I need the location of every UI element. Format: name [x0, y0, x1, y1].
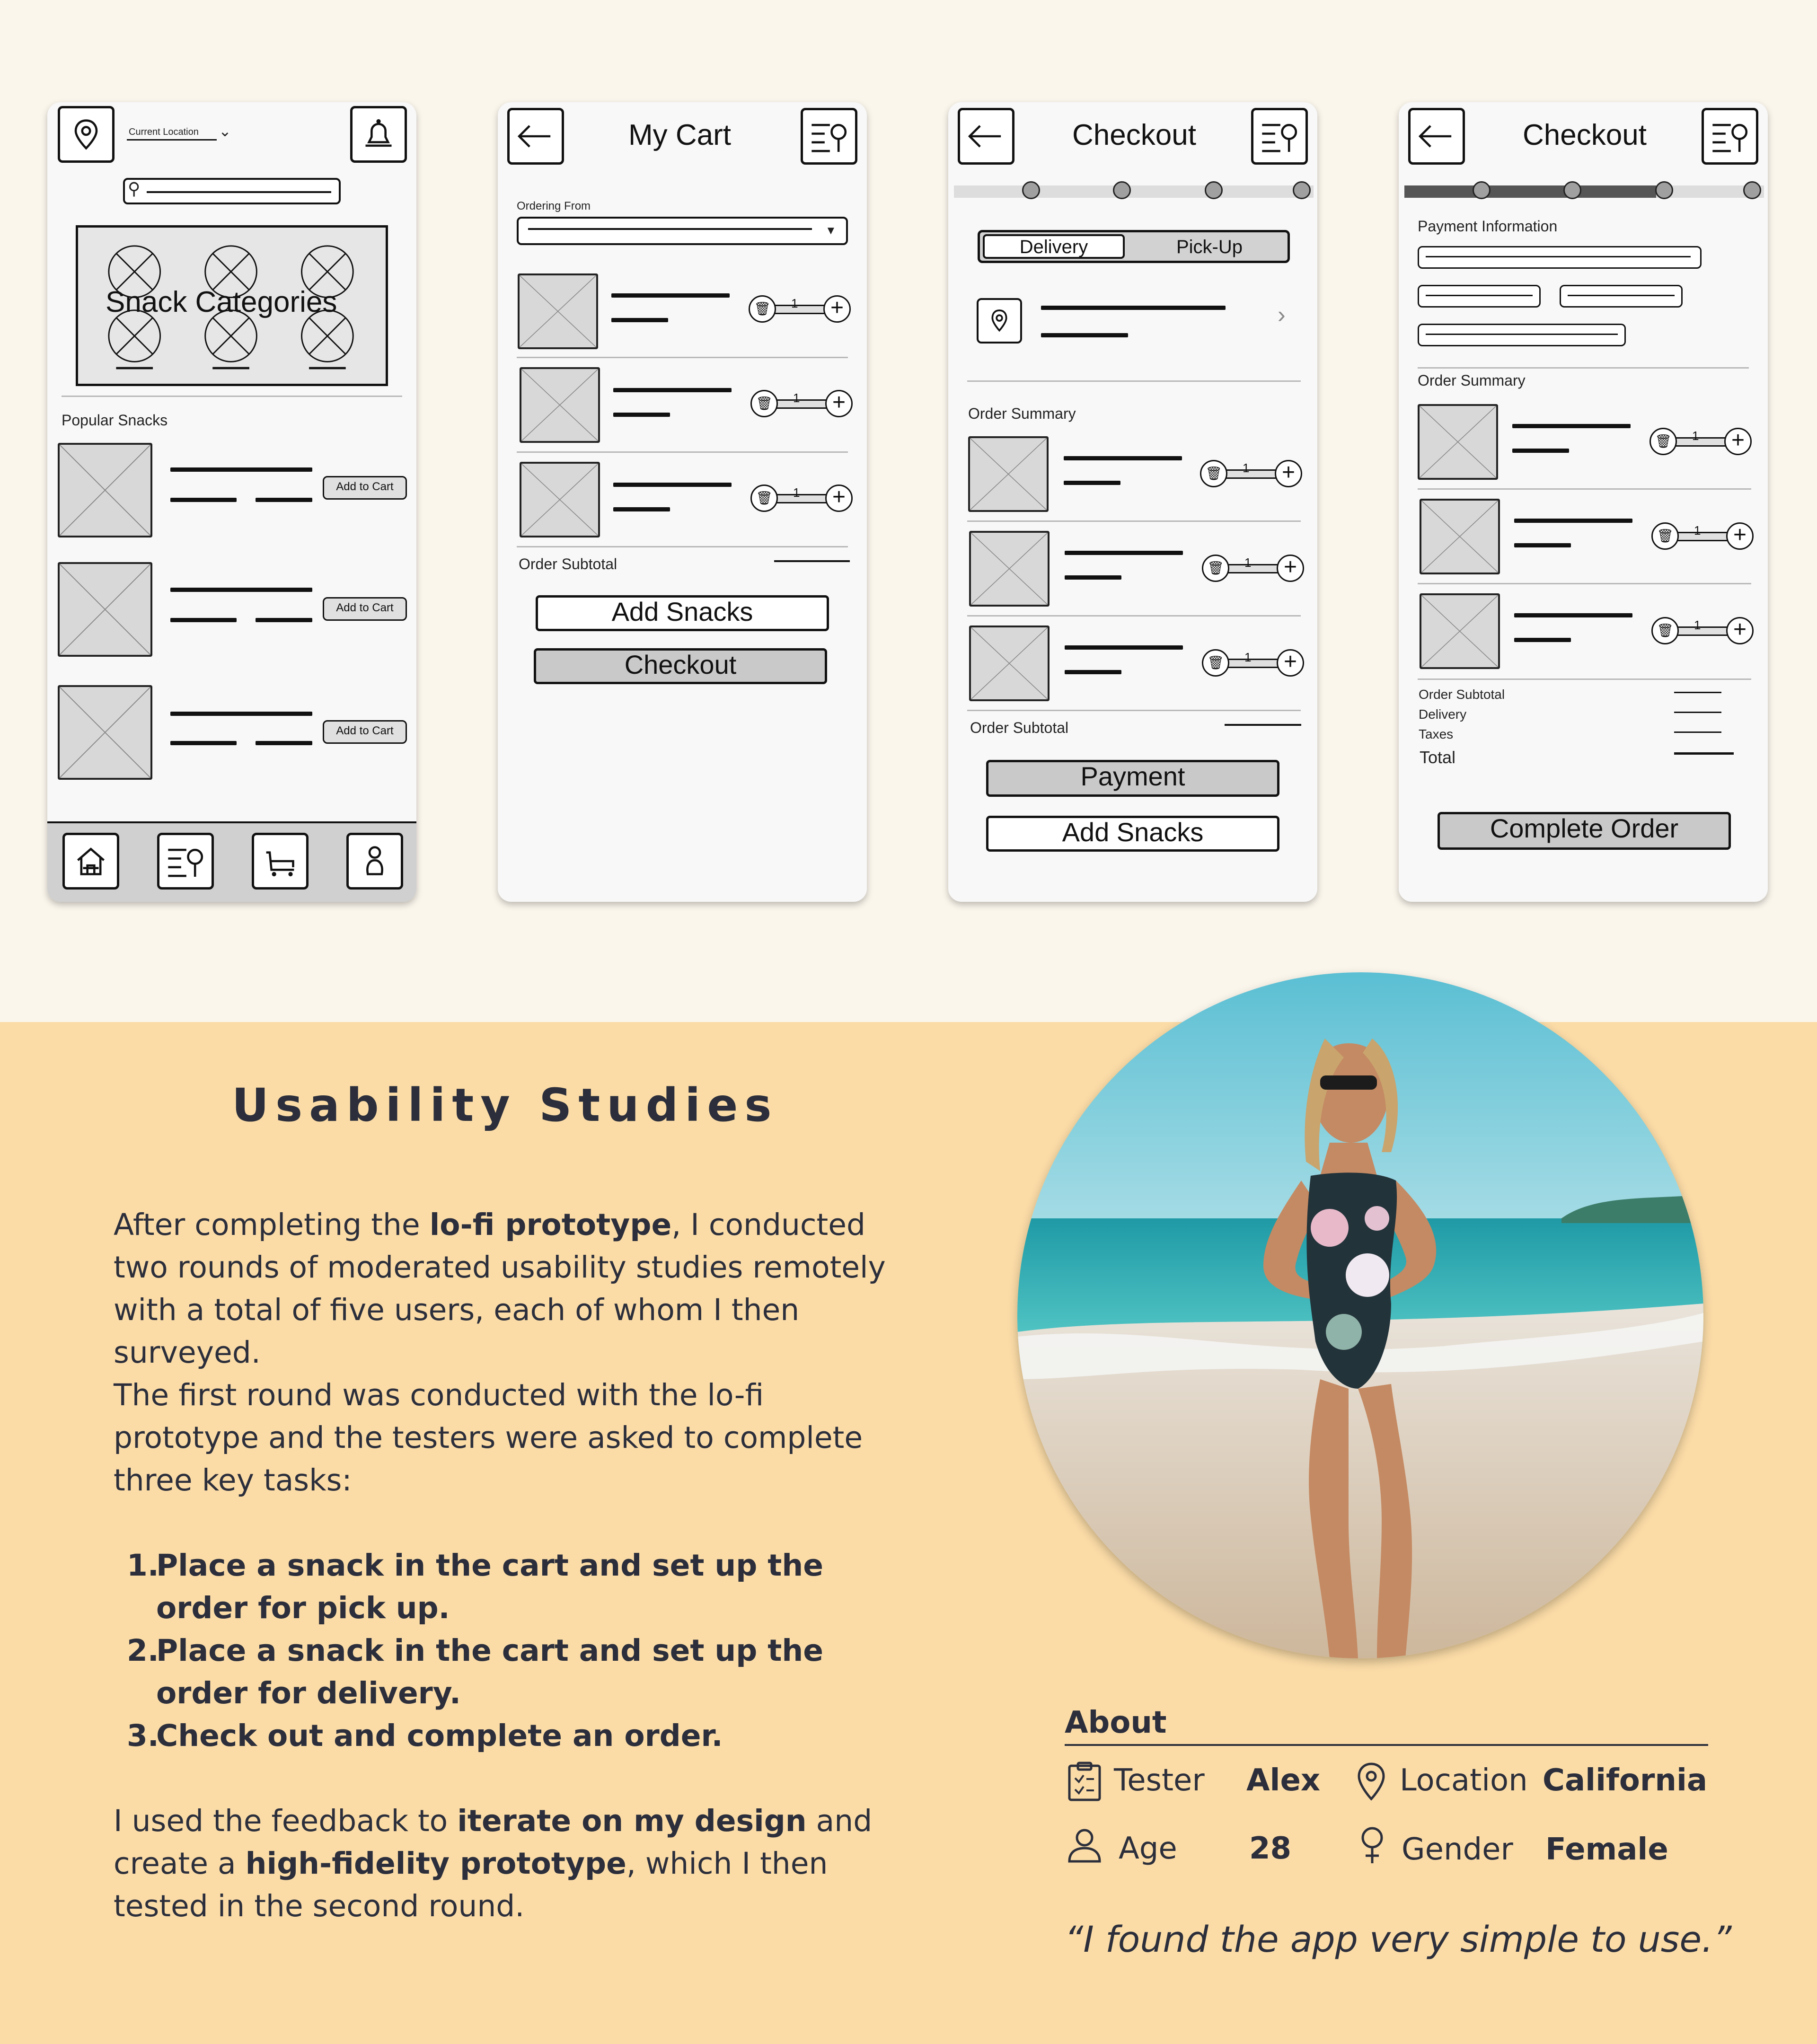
delivery-fee-label: Delivery	[1419, 707, 1467, 722]
menu-search-icon[interactable]	[801, 108, 857, 165]
checkout-button[interactable]: Checkout	[534, 648, 827, 684]
female-symbol-icon	[1354, 1824, 1390, 1865]
add-to-cart-button[interactable]: Add to Cart	[323, 597, 407, 621]
task-text: Place a snack in the cart and set up the order for delivery.	[156, 1633, 823, 1710]
item-name-line	[613, 483, 732, 487]
progress-step	[1655, 181, 1673, 199]
snack-price-line	[256, 741, 312, 745]
location-pin-icon[interactable]	[58, 106, 115, 163]
item-name-line	[1514, 519, 1632, 523]
task-item	[127, 1630, 884, 1715]
back-arrow-icon[interactable]	[958, 108, 1014, 165]
checkout-title: Checkout	[1072, 119, 1196, 151]
quantity-value: 1	[1694, 523, 1701, 537]
popular-snacks-label: Popular Snacks	[62, 412, 168, 429]
plus-icon[interactable]: +	[1726, 617, 1754, 644]
current-location-label[interactable]: Current Location	[129, 127, 199, 137]
divider	[517, 357, 848, 358]
quantity-value: 1	[1244, 555, 1252, 570]
gender-value: Female	[1545, 1832, 1668, 1867]
trash-icon[interactable]: 🗑	[1649, 428, 1677, 455]
select-value-line	[528, 228, 812, 230]
divider	[967, 380, 1301, 382]
trash-icon[interactable]: 🗑	[1200, 460, 1227, 487]
subtotal-value-line	[1225, 724, 1301, 726]
ordering-from-select[interactable]	[517, 217, 848, 245]
divider	[967, 615, 1301, 617]
item-price-line	[613, 413, 670, 417]
quantity-value: 1	[1694, 618, 1701, 632]
snack-desc-line	[170, 741, 237, 745]
chevron-right-icon[interactable]: ›	[1278, 301, 1286, 328]
quantity-stepper[interactable]	[1651, 617, 1754, 645]
chevron-down-icon[interactable]: ⌄	[219, 123, 231, 140]
task-number: 2.	[127, 1633, 159, 1668]
home-icon[interactable]	[62, 833, 119, 890]
item-price-line	[613, 507, 670, 511]
trash-icon[interactable]: 🗑	[1651, 617, 1679, 644]
divider	[517, 451, 848, 453]
cart-icon[interactable]	[252, 833, 309, 890]
iterate-emphasis: iterate on my design	[457, 1804, 807, 1838]
address-line-2	[1041, 333, 1128, 337]
item-name-line	[611, 293, 730, 298]
item-name-line	[613, 388, 732, 392]
snack-price-line	[256, 498, 312, 502]
progress-step	[1113, 181, 1131, 199]
item-name-line	[1512, 424, 1631, 428]
divider	[967, 520, 1301, 522]
order-subtotal-label: Order Subtotal	[519, 555, 617, 573]
trash-icon[interactable]: 🗑	[750, 390, 778, 417]
quantity-value: 1	[793, 391, 800, 405]
item-name-line	[1065, 645, 1183, 650]
wireframe-cart-screen	[498, 102, 867, 902]
item-price-line	[1514, 638, 1571, 642]
intro-text-cont: , I conducted two rounds of moderated usability studies remotely with a total of five users, each of whom I then surveyed.	[114, 1207, 886, 1370]
task-number: 3.	[127, 1718, 159, 1753]
snack-desc-line	[170, 498, 237, 502]
trash-icon[interactable]: 🗑	[1651, 522, 1679, 550]
total-label: Total	[1420, 748, 1456, 767]
location-underline	[127, 139, 217, 141]
quantity-stepper[interactable]	[1202, 555, 1304, 583]
name-on-card-field[interactable]	[1418, 324, 1626, 346]
first-round-paragraph: The first round was conducted with the lo-fi prototype and the testers were asked to complete three key tasks:	[114, 1378, 863, 1498]
total-value-line	[1674, 752, 1734, 755]
age-value: 28	[1249, 1831, 1292, 1866]
notification-bell-icon[interactable]	[350, 106, 407, 163]
item-price-line	[1065, 670, 1121, 674]
quantity-stepper[interactable]	[750, 390, 853, 418]
trash-icon[interactable]: 🗑	[1202, 555, 1229, 582]
snack-name-line	[170, 467, 312, 472]
order-item-image	[969, 531, 1050, 607]
item-price-line	[611, 318, 668, 322]
progress-step	[1473, 181, 1491, 199]
pickup-option[interactable]: Pick-Up	[1176, 237, 1243, 257]
task-item	[127, 1715, 884, 1757]
progress-step	[1205, 181, 1223, 199]
person-icon	[1067, 1825, 1103, 1866]
task-text: Check out and complete an order.	[156, 1718, 723, 1753]
back-arrow-icon[interactable]	[1408, 108, 1465, 165]
snack-desc-line	[170, 618, 237, 622]
payment-information-label: Payment Information	[1418, 218, 1558, 235]
item-name-line	[1514, 613, 1632, 617]
item-price-line	[1514, 543, 1571, 547]
about-divider	[1065, 1744, 1708, 1746]
order-item-image	[968, 436, 1049, 512]
task-text: Place a snack in the cart and set up the order for pick up.	[156, 1548, 823, 1625]
location-value: California	[1543, 1763, 1708, 1798]
trash-icon[interactable]: 🗑	[749, 295, 776, 323]
location-pin-icon	[1353, 1761, 1389, 1802]
checkout-progress-bar	[954, 185, 1314, 198]
tester-value: Alex	[1246, 1763, 1321, 1798]
trash-icon[interactable]: 🗑	[750, 485, 778, 512]
quantity-stepper[interactable]	[1200, 460, 1302, 488]
item-name-line	[1064, 456, 1182, 460]
progress-step	[1022, 181, 1040, 199]
quantity-stepper[interactable]	[1651, 522, 1754, 551]
quantity-value: 1	[1244, 650, 1252, 664]
divider	[967, 710, 1301, 711]
item-name-line	[1065, 551, 1183, 555]
quantity-stepper[interactable]	[1649, 428, 1752, 456]
cart-item-image	[518, 273, 598, 349]
clipboard-icon	[1067, 1761, 1103, 1802]
snack-image-placeholder[interactable]	[58, 685, 152, 780]
hifi-emphasis: high-fidelity prototype	[245, 1846, 626, 1881]
quantity-value: 1	[1692, 429, 1699, 443]
plus-icon[interactable]: +	[825, 390, 853, 417]
progress-fill	[1404, 185, 1656, 198]
plus-icon[interactable]: +	[1726, 522, 1754, 550]
payment-button[interactable]: Payment	[986, 760, 1279, 797]
feedback-paragraph	[114, 1800, 908, 1928]
order-item-image	[969, 626, 1050, 701]
complete-order-button[interactable]: Complete Order	[1438, 812, 1731, 850]
order-subtotal-label: Order Subtotal	[1419, 687, 1505, 702]
trash-icon[interactable]: 🗑	[1202, 649, 1229, 677]
section-heading: Usability Studies	[232, 1079, 778, 1132]
location-pin-icon	[977, 298, 1022, 344]
about-heading: About	[1065, 1705, 1167, 1740]
quantity-value: 1	[1243, 461, 1250, 475]
card-number-field[interactable]	[1418, 246, 1702, 269]
quantity-stepper[interactable]	[750, 485, 853, 513]
snack-price-line	[256, 618, 312, 622]
tester-label: Tester	[1114, 1763, 1205, 1798]
snack-image-placeholder[interactable]	[58, 443, 152, 537]
back-arrow-icon[interactable]	[507, 108, 564, 165]
order-item-image	[1420, 499, 1500, 574]
wireframe-checkout-screen	[948, 102, 1317, 902]
plus-icon[interactable]: +	[1724, 428, 1752, 455]
expiry-field[interactable]	[1418, 285, 1541, 308]
add-to-cart-button[interactable]: Add to Cart	[323, 476, 407, 500]
add-snacks-button[interactable]: Add Snacks	[986, 816, 1279, 852]
add-snacks-button[interactable]: Add Snacks	[536, 595, 829, 631]
add-to-cart-button[interactable]: Add to Cart	[323, 720, 407, 744]
plus-icon[interactable]: +	[1275, 460, 1302, 487]
plus-icon[interactable]: +	[825, 485, 853, 512]
plus-icon[interactable]: +	[823, 295, 851, 323]
intro-text: After completing the	[114, 1207, 430, 1242]
cart-item-image	[520, 462, 600, 537]
order-subtotal-label: Order Subtotal	[970, 719, 1069, 736]
subtotal-value-line	[774, 560, 850, 562]
quantity-value: 1	[791, 296, 798, 310]
divider	[1418, 367, 1749, 369]
plus-icon[interactable]: +	[1277, 555, 1304, 582]
order-summary-label: Order Summary	[968, 405, 1076, 422]
order-summary-label: Order Summary	[1418, 372, 1526, 389]
divider	[62, 396, 402, 397]
search-icon: ⚲	[128, 179, 141, 198]
taxes-value-line	[1674, 731, 1721, 733]
intro-paragraph	[114, 1204, 908, 1374]
task-number: 1.	[127, 1548, 159, 1583]
delivery-toggle[interactable]	[978, 230, 1290, 263]
location-label: Location	[1400, 1763, 1528, 1798]
progress-step	[1743, 181, 1761, 199]
ordering-from-label: Ordering From	[517, 200, 591, 212]
progress-step	[1293, 181, 1311, 199]
quantity-stepper[interactable]	[749, 295, 851, 324]
cvv-field[interactable]	[1560, 285, 1683, 308]
persona-photo	[1017, 972, 1703, 1658]
subtotal-value-line	[1674, 692, 1721, 693]
progress-step	[1563, 181, 1581, 199]
divider	[1418, 583, 1751, 584]
wireframe-home-screen	[47, 102, 416, 902]
snack-name-line	[170, 588, 312, 592]
divider	[1418, 678, 1751, 680]
address-line	[1041, 306, 1226, 310]
item-price-line	[1512, 449, 1569, 453]
dropdown-triangle-icon[interactable]: ▼	[825, 224, 837, 237]
item-price-line	[1064, 481, 1120, 485]
order-item-image	[1420, 593, 1500, 669]
feedback-text-end: , which I then tested in the second round.	[114, 1846, 828, 1923]
lofi-emphasis: lo-fi prototype	[429, 1207, 672, 1242]
item-price-line	[1065, 575, 1121, 580]
snack-name-line	[170, 712, 312, 716]
quantity-stepper[interactable]	[1202, 649, 1304, 678]
delivery-option[interactable]: Delivery	[983, 234, 1125, 259]
menu-search-icon[interactable]	[157, 833, 214, 890]
age-label: Age	[1119, 1831, 1177, 1866]
checkout-title: Checkout	[1523, 119, 1647, 151]
cart-title: My Cart	[628, 119, 731, 151]
menu-search-icon[interactable]	[1251, 108, 1308, 165]
task-item	[127, 1544, 884, 1630]
divider	[517, 546, 848, 547]
order-item-image	[1418, 404, 1498, 480]
feedback-text: I used the feedback to	[114, 1804, 458, 1838]
persona-quote: “I found the app very simple to use.”	[1065, 1918, 1732, 1960]
snack-categories-panel[interactable]	[76, 225, 388, 386]
delivery-value-line	[1674, 712, 1721, 713]
plus-icon[interactable]: +	[1277, 649, 1304, 677]
profile-icon[interactable]	[346, 833, 403, 890]
search-placeholder-line	[147, 191, 331, 193]
menu-search-icon[interactable]	[1702, 108, 1758, 165]
cart-item-image	[520, 367, 600, 443]
bottom-nav	[47, 821, 416, 902]
snack-categories-label: Snack Categories	[106, 286, 337, 318]
quantity-value: 1	[793, 485, 800, 500]
gender-label: Gender	[1402, 1832, 1513, 1867]
feedback-text-cont: and create a	[114, 1804, 873, 1881]
taxes-label: Taxes	[1419, 727, 1454, 741]
checkout-progress-bar	[1404, 185, 1764, 198]
snack-image-placeholder[interactable]	[58, 562, 152, 657]
wireframe-payment-screen	[1399, 102, 1768, 902]
divider	[1418, 488, 1751, 490]
